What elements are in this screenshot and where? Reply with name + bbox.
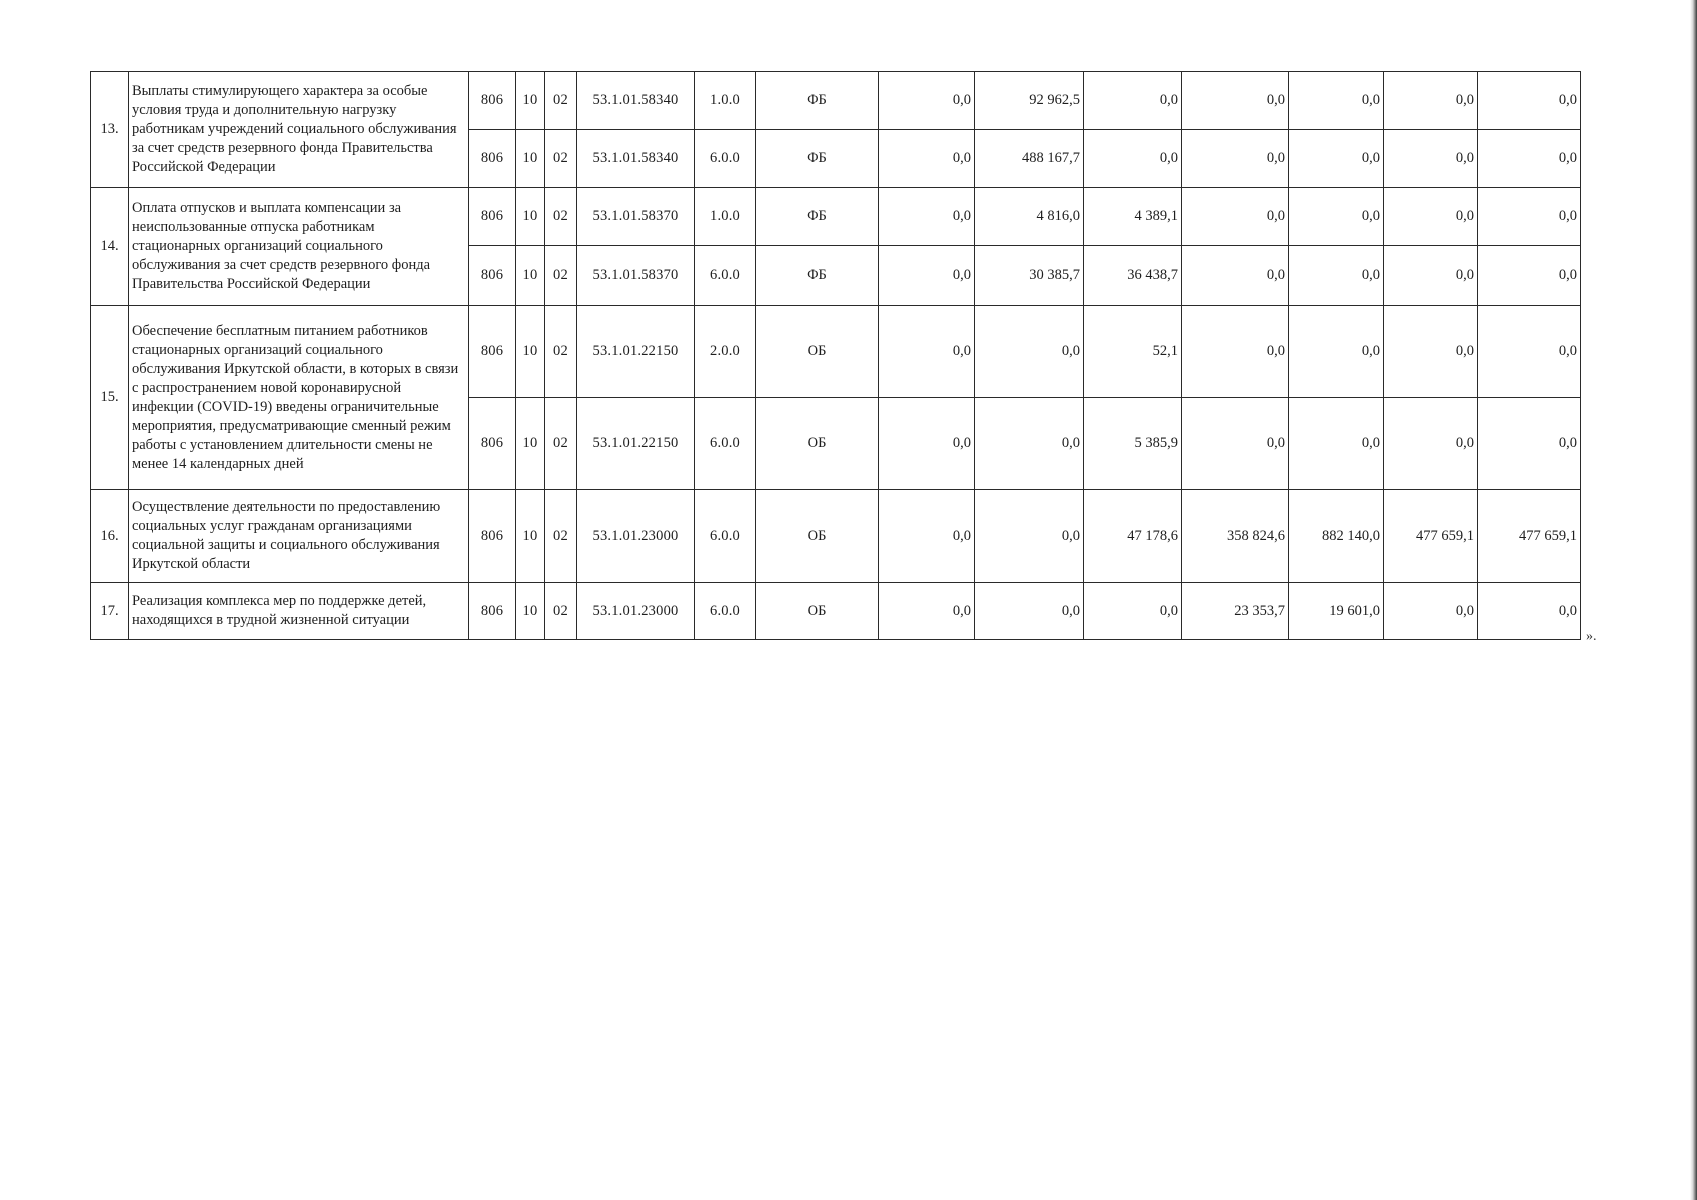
amount-cell: 0,0 — [1084, 583, 1182, 640]
amount-cell: 0,0 — [1289, 130, 1384, 188]
amount-cell: 0,0 — [1384, 188, 1478, 246]
amount-cell: 0,0 — [1384, 246, 1478, 306]
amount-cell: 52,1 — [1084, 306, 1182, 398]
section-cell: 10 — [516, 490, 545, 583]
table-row — [91, 72, 1581, 130]
expense-type-cell: 2.0.0 — [695, 306, 756, 398]
funding-source-cell: ФБ — [756, 130, 879, 188]
measure-name: Выплаты стимулирующего характера за особые условия труда и дополнительную нагрузку работникам учреждений социального обслуживания за счет средств резервного фонда Правительства Российской Федерации — [129, 72, 469, 188]
expense-type-cell: 6.0.0 — [695, 130, 756, 188]
subsection-cell: 02 — [545, 398, 577, 490]
amount-cell: 0,0 — [1182, 306, 1289, 398]
expense-type-cell: 6.0.0 — [695, 490, 756, 583]
amount-cell: 0,0 — [1289, 246, 1384, 306]
amount-cell: 36 438,7 — [1084, 246, 1182, 306]
amount-cell: 0,0 — [1478, 130, 1581, 188]
amount-cell: 0,0 — [1384, 72, 1478, 130]
row-number: 17. — [91, 583, 129, 640]
amount-cell: 0,0 — [1384, 130, 1478, 188]
section-cell: 10 — [516, 306, 545, 398]
subsection-cell: 02 — [545, 130, 577, 188]
amount-cell: 0,0 — [1182, 188, 1289, 246]
target-article-cell: 53.1.01.58340 — [577, 72, 695, 130]
section-cell: 10 — [516, 246, 545, 306]
amount-cell: 0,0 — [1289, 398, 1384, 490]
amount-cell: 0,0 — [879, 246, 975, 306]
amount-cell: 477 659,1 — [1478, 490, 1581, 583]
amount-cell: 0,0 — [975, 398, 1084, 490]
amount-cell: 358 824,6 — [1182, 490, 1289, 583]
subsection-cell: 02 — [545, 583, 577, 640]
amount-cell: 0,0 — [1384, 398, 1478, 490]
amount-cell: 0,0 — [1182, 246, 1289, 306]
amount-cell: 0,0 — [879, 583, 975, 640]
target-article-cell: 53.1.01.58370 — [577, 188, 695, 246]
section-cell: 10 — [516, 72, 545, 130]
closing-quote-mark: ». — [1586, 629, 1597, 644]
amount-cell: 0,0 — [975, 583, 1084, 640]
amount-cell: 92 962,5 — [975, 72, 1084, 130]
amount-cell: 0,0 — [1384, 583, 1478, 640]
section-cell: 10 — [516, 130, 545, 188]
grbs-cell: 806 — [469, 130, 516, 188]
funding-source-cell: ФБ — [756, 188, 879, 246]
amount-cell: 0,0 — [1084, 72, 1182, 130]
row-number: 15. — [91, 306, 129, 490]
amount-cell: 0,0 — [1084, 130, 1182, 188]
funding-source-cell: ОБ — [756, 583, 879, 640]
measure-name: Оплата отпусков и выплата компенсации за неиспользованные отпуска работникам стационарных организаций социального обслуживания за счет средств резервного фонда Правительства Российской Федерации — [129, 188, 469, 306]
table-row — [91, 583, 1581, 640]
expense-type-cell: 6.0.0 — [695, 583, 756, 640]
measure-name: Осуществление деятельности по предоставлению социальных услуг гражданам организациями социальной защиты и социального обслуживания Иркутской области — [129, 490, 469, 583]
measure-name: Реализация комплекса мер по поддержке детей, находящихся в трудной жизненной ситуации — [129, 583, 469, 640]
amount-cell: 0,0 — [975, 490, 1084, 583]
amount-cell: 0,0 — [1478, 583, 1581, 640]
amount-cell: 30 385,7 — [975, 246, 1084, 306]
amount-cell: 0,0 — [1478, 306, 1581, 398]
grbs-cell: 806 — [469, 490, 516, 583]
expense-type-cell: 6.0.0 — [695, 246, 756, 306]
amount-cell: 0,0 — [1478, 398, 1581, 490]
amount-cell: 4 816,0 — [975, 188, 1084, 246]
amount-cell: 0,0 — [879, 306, 975, 398]
amount-cell: 488 167,7 — [975, 130, 1084, 188]
target-article-cell: 53.1.01.22150 — [577, 306, 695, 398]
amount-cell: 0,0 — [879, 72, 975, 130]
budget-table — [90, 71, 1581, 640]
amount-cell: 19 601,0 — [1289, 583, 1384, 640]
table-row — [91, 188, 1581, 246]
target-article-cell: 53.1.01.23000 — [577, 583, 695, 640]
grbs-cell: 806 — [469, 306, 516, 398]
funding-source-cell: ОБ — [756, 490, 879, 583]
amount-cell: 0,0 — [879, 490, 975, 583]
amount-cell: 23 353,7 — [1182, 583, 1289, 640]
measure-name: Обеспечение бесплатным питанием работников стационарных организаций социального обслуживания Иркутской области, в которых в связи с распространением новой коронавирусной инфекции (COVID-19) введены ограничительные мероприятия, предусматривающие сменный режим работы с установлением длительности смены не менее 14 календарных дней — [129, 306, 469, 490]
amount-cell: 0,0 — [1289, 72, 1384, 130]
funding-source-cell: ОБ — [756, 398, 879, 490]
scan-edge — [1690, 0, 1697, 1200]
subsection-cell: 02 — [545, 246, 577, 306]
grbs-cell: 806 — [469, 398, 516, 490]
target-article-cell: 53.1.01.22150 — [577, 398, 695, 490]
expense-type-cell: 6.0.0 — [695, 398, 756, 490]
amount-cell: 0,0 — [1478, 246, 1581, 306]
subsection-cell: 02 — [545, 490, 577, 583]
subsection-cell: 02 — [545, 306, 577, 398]
amount-cell: 0,0 — [879, 398, 975, 490]
target-article-cell: 53.1.01.58340 — [577, 130, 695, 188]
amount-cell: 0,0 — [1182, 72, 1289, 130]
amount-cell: 0,0 — [1478, 188, 1581, 246]
amount-cell: 47 178,6 — [1084, 490, 1182, 583]
section-cell: 10 — [516, 583, 545, 640]
funding-source-cell: ФБ — [756, 246, 879, 306]
amount-cell: 0,0 — [1289, 188, 1384, 246]
target-article-cell: 53.1.01.58370 — [577, 246, 695, 306]
amount-cell: 0,0 — [975, 306, 1084, 398]
subsection-cell: 02 — [545, 188, 577, 246]
row-number: 16. — [91, 490, 129, 583]
subsection-cell: 02 — [545, 72, 577, 130]
amount-cell: 0,0 — [1478, 72, 1581, 130]
grbs-cell: 806 — [469, 72, 516, 130]
section-cell: 10 — [516, 398, 545, 490]
row-number: 14. — [91, 188, 129, 306]
section-cell: 10 — [516, 188, 545, 246]
amount-cell: 0,0 — [879, 188, 975, 246]
funding-source-cell: ОБ — [756, 306, 879, 398]
amount-cell: 0,0 — [1289, 306, 1384, 398]
amount-cell: 0,0 — [1182, 398, 1289, 490]
funding-source-cell: ФБ — [756, 72, 879, 130]
grbs-cell: 806 — [469, 246, 516, 306]
amount-cell: 4 389,1 — [1084, 188, 1182, 246]
amount-cell: 0,0 — [879, 130, 975, 188]
expense-type-cell: 1.0.0 — [695, 188, 756, 246]
amount-cell: 0,0 — [1182, 130, 1289, 188]
expense-type-cell: 1.0.0 — [695, 72, 756, 130]
amount-cell: 882 140,0 — [1289, 490, 1384, 583]
amount-cell: 477 659,1 — [1384, 490, 1478, 583]
grbs-cell: 806 — [469, 583, 516, 640]
amount-cell: 5 385,9 — [1084, 398, 1182, 490]
table-row — [91, 306, 1581, 398]
table-row — [91, 490, 1581, 583]
amount-cell: 0,0 — [1384, 306, 1478, 398]
target-article-cell: 53.1.01.23000 — [577, 490, 695, 583]
grbs-cell: 806 — [469, 188, 516, 246]
row-number: 13. — [91, 72, 129, 188]
